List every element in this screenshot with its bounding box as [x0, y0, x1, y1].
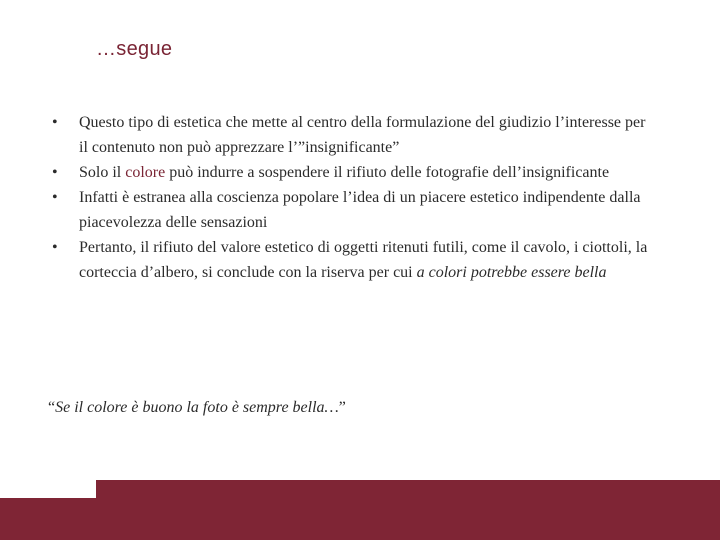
bullet-text-italic: a colori potrebbe essere bella: [416, 264, 607, 281]
quote-open-mark: “: [48, 399, 56, 416]
bullet-dot: •: [52, 189, 58, 206]
quote-text: Se il colore è buono la foto è sempre bella…: [55, 399, 339, 416]
bullet-dot: •: [52, 114, 58, 131]
bullet-text-accent: colore: [125, 164, 166, 181]
bullet-item: [52, 110, 652, 160]
bullet-text-before: Solo il: [79, 164, 126, 181]
bullet-item: [52, 235, 652, 285]
bullet-dot: •: [52, 164, 58, 181]
footer-bar-upper: [96, 480, 720, 498]
bullet-item: [52, 160, 652, 185]
bullet-list: [52, 110, 652, 285]
bullet-text: Questo tipo di estetica che mette al centro della formulazione del giudizio l’interesse per il contenuto non può apprezzare l’”insignificante”: [79, 114, 646, 156]
footer-notch: [0, 480, 96, 498]
bullet-dot: •: [52, 239, 58, 256]
closing-quote: [48, 399, 346, 417]
footer-bar: [0, 498, 720, 540]
quote-close-mark: ”: [338, 399, 346, 416]
bullet-text-before: Pertanto, il rifiuto del valore estetico di oggetti ritenuti futili, come il cavolo, i ciottoli, la corteccia d’albero, si conclude con la riserva per cui: [79, 239, 648, 281]
slide-title: …segue: [96, 38, 173, 60]
bullet-text: Infatti è estranea alla coscienza popolare l’idea di un piacere estetico indipendente dalla piacevolezza delle sensazioni: [79, 189, 641, 231]
bullet-text-after: può indurre a sospendere il rifiuto delle fotografie dell’insignificante: [165, 164, 610, 181]
bullet-item: [52, 185, 652, 235]
